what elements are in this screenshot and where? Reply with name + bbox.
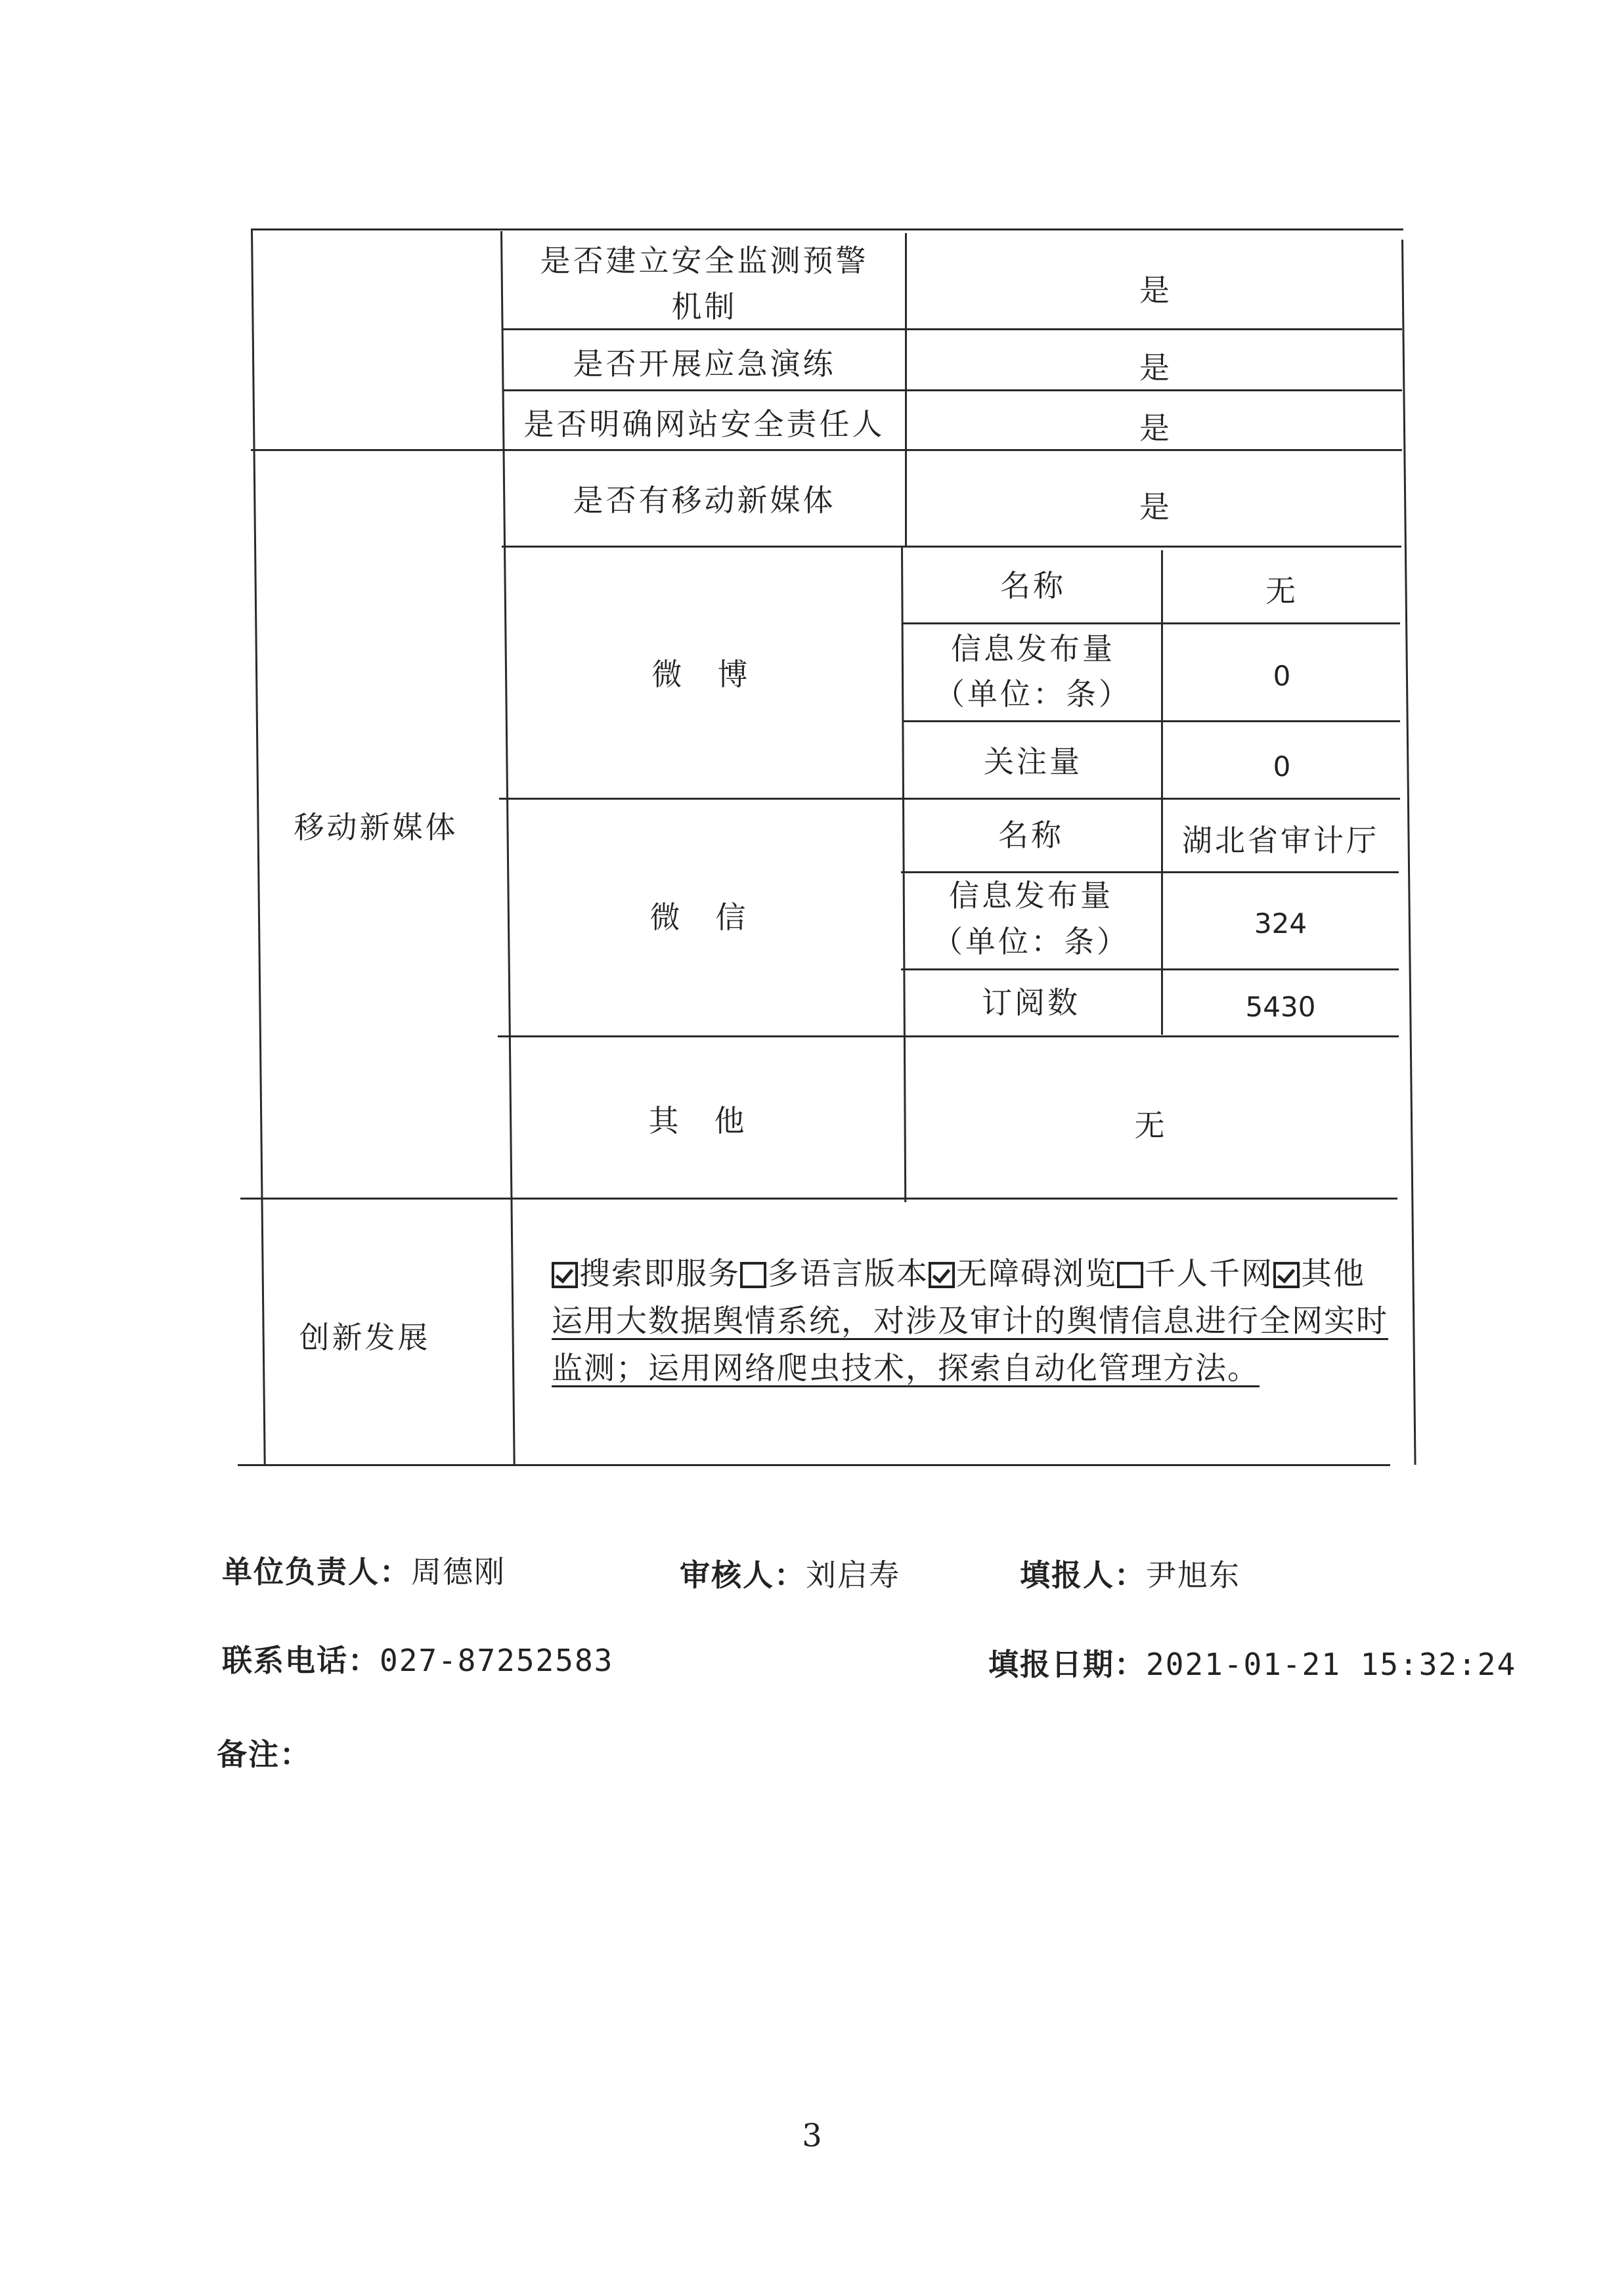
checkbox-checked-icon[interactable]	[929, 1262, 955, 1288]
table-border-right	[1401, 240, 1416, 1465]
contact-phone	[222, 1639, 613, 1681]
weibo-followers-label: 关注量	[984, 744, 1082, 779]
drill-label: 是否开展应急演练	[573, 346, 836, 381]
weibo-posts-label-line1: 信息发布量	[951, 631, 1115, 666]
wechat-subs-label: 订阅数	[982, 985, 1080, 1020]
monitoring-value: 是	[1139, 272, 1172, 308]
checkbox-checked-icon[interactable]	[552, 1262, 578, 1288]
innovation-content	[552, 1251, 1388, 1393]
table-border-top	[251, 228, 1403, 230]
checkbox-empty-icon[interactable]	[1117, 1262, 1143, 1288]
unit-head-value: 周德刚	[411, 1554, 506, 1590]
row-line-4	[502, 546, 1401, 548]
weibo-posts-label-line2: （单位：条）	[934, 676, 1131, 712]
row-line-8	[901, 871, 1399, 873]
media-section-label: 移动新媒体	[294, 810, 458, 845]
filler-label: 填报人：	[1020, 1557, 1146, 1593]
weibo-name-value: 无	[1265, 573, 1298, 609]
row-line-9	[901, 968, 1399, 970]
other-media-label: 其 他	[648, 1103, 747, 1138]
innovation-section-label: 创新发展	[299, 1320, 431, 1355]
row-line-2	[502, 389, 1402, 391]
weibo-name-label: 名称	[1000, 568, 1066, 603]
other-media-value: 无	[1134, 1108, 1168, 1143]
innovation-options	[552, 1251, 1379, 1298]
remarks-label: 备注：	[217, 1737, 311, 1772]
option-personalized[interactable]: 千人千网	[1117, 1256, 1273, 1292]
row-line-5	[902, 622, 1400, 624]
reviewer-value: 刘启寿	[806, 1557, 900, 1593]
other-text-line1: 运用大数据舆情系统，对涉及审计的舆情信息进行全网实时	[552, 1303, 1388, 1339]
wechat-posts-label-line1: 信息发布量	[949, 878, 1113, 913]
drill-value: 是	[1139, 350, 1172, 385]
unit-head-label: 单位负责人：	[222, 1554, 411, 1590]
row-line-1	[502, 328, 1402, 330]
wechat-posts-label-line2: （单位：条）	[933, 924, 1130, 959]
option-search-service[interactable]: 搜索即服务	[552, 1256, 740, 1292]
phone-label: 联系电话：	[222, 1643, 380, 1678]
date-label: 填报日期：	[988, 1647, 1146, 1682]
weibo-posts-value: 0	[1273, 660, 1291, 692]
option-accessibility[interactable]: 无障碍浏览	[929, 1256, 1117, 1292]
row-line-3	[251, 449, 1402, 451]
row-line-10	[498, 1035, 1399, 1037]
reviewer-label: 审核人：	[680, 1557, 806, 1593]
row-line-11	[240, 1198, 1397, 1200]
filler	[1020, 1554, 1240, 1596]
monitoring-label-line1: 是否建立安全监测预警	[540, 243, 869, 278]
phone-value: 027-87252583	[380, 1643, 614, 1678]
wechat-posts-value: 324	[1254, 907, 1307, 940]
weibo-followers-value: 0	[1273, 750, 1291, 783]
option-multilingual[interactable]: 多语言版本	[740, 1256, 929, 1292]
responsible-value: 是	[1139, 410, 1172, 446]
filler-value: 尹旭东	[1146, 1557, 1240, 1593]
wechat-label: 微 信	[649, 899, 749, 935]
report-date	[988, 1643, 1516, 1685]
wechat-name-label: 名称	[998, 817, 1064, 853]
checkbox-checked-icon[interactable]	[1273, 1262, 1300, 1288]
row-line-6	[902, 720, 1400, 722]
has-media-value: 是	[1139, 489, 1172, 525]
other-text-line2: 监测；运用网络爬虫技术，探索自动化管理方法。	[552, 1351, 1260, 1387]
monitoring-label-line2: 机制	[671, 289, 737, 324]
page-number: 3	[802, 2117, 822, 2154]
unit-head	[222, 1551, 506, 1593]
reviewer	[680, 1554, 900, 1596]
weibo-label: 微 博	[651, 657, 751, 692]
table-border-bottom	[238, 1464, 1390, 1466]
wechat-subs-value: 5430	[1245, 991, 1316, 1023]
checkbox-empty-icon[interactable]	[740, 1262, 766, 1288]
option-other[interactable]: 其他	[1273, 1256, 1365, 1292]
date-value: 2021-01-21 15:32:24	[1146, 1647, 1517, 1682]
wechat-name-value: 湖北省审计厅	[1182, 823, 1379, 858]
has-media-label: 是否有移动新媒体	[573, 483, 836, 518]
responsible-label: 是否明确网站安全责任人	[523, 406, 885, 442]
row-line-7	[499, 798, 1400, 800]
